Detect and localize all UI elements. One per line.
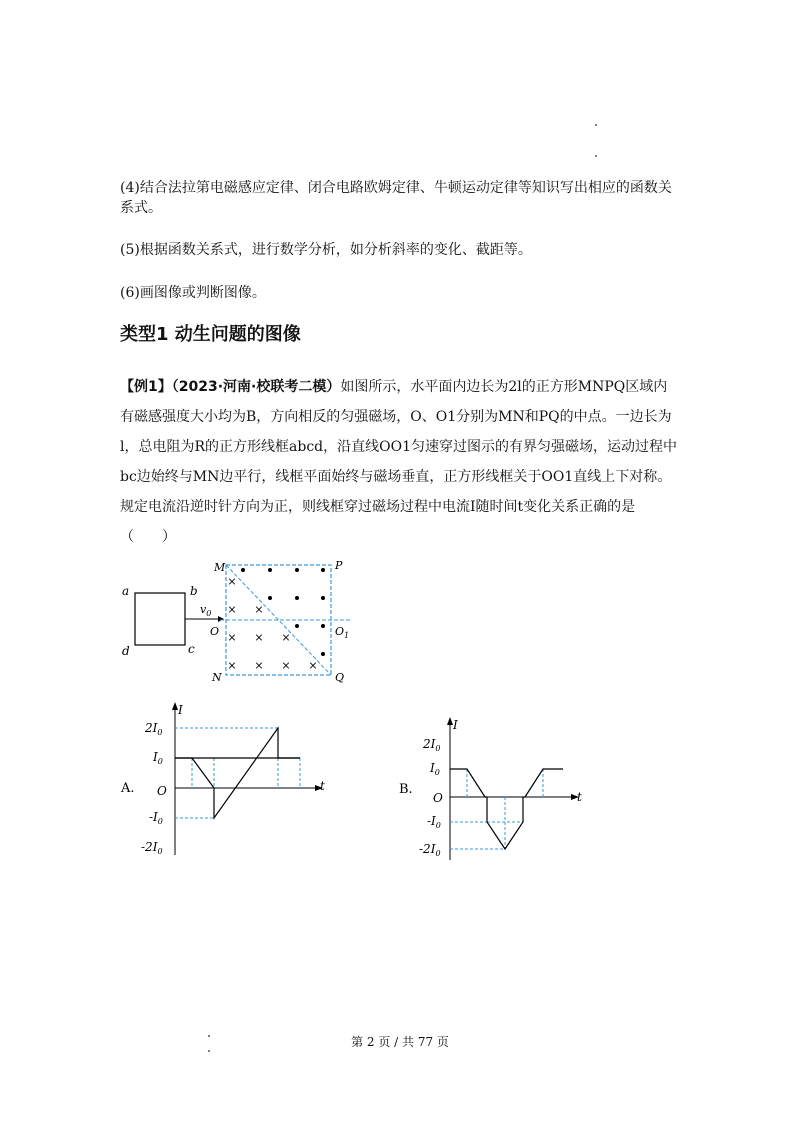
example-tag: 【例1】: [120, 379, 172, 395]
origin-label: O: [157, 784, 167, 798]
field-into-page: [227, 575, 317, 672]
label-O1: $O_1$: [335, 625, 350, 640]
label-v0: $v_0$: [200, 603, 212, 618]
svg-text:×: ×: [227, 603, 237, 616]
svg-text:×: ×: [281, 631, 291, 644]
graph-A-curve: [175, 728, 300, 818]
label-b: b: [190, 584, 198, 598]
label-Q: Q: [335, 671, 345, 684]
square-loop: [135, 593, 185, 645]
svg-text:×: ×: [254, 603, 264, 616]
label-N: N: [212, 671, 222, 684]
svg-text:×: ×: [254, 631, 264, 644]
decorative-dot: [208, 1050, 210, 1052]
example-source: （2023·河南·校联考二模）: [171, 379, 341, 395]
example-question: [120, 372, 680, 552]
tick-neg-I0: $-I_0$: [149, 810, 163, 826]
label-P: P: [335, 559, 343, 572]
example-body: 如图所示，水平面内边长为2l的正方形MNPQ区域内有磁感强度大小均为B，方向相反的匀强磁场，O、O1分别为MN和PQ的中点。一边长为l，总电阻为R的正方形线框abcd，沿直线OO1匀速穿过图示的有界匀强磁场，运动过程中bc边始终与MN边平行，线框平面始终与磁场垂直，正方形线框关于OO1直线上下对称。规定电流沿逆时针方向为正，则线框穿过磁场过程中电流I随时间t变化关系正确的是: [120, 379, 677, 515]
label-M: M: [214, 561, 226, 574]
axis-label-t: t: [577, 790, 582, 804]
axis-label-I: I: [178, 703, 183, 717]
label-a: a: [122, 584, 130, 598]
tick-neg-2I0: $-2I_0$: [419, 842, 441, 858]
paragraph-step-6: (6)画图像或判断图像。: [120, 285, 266, 301]
paragraph-step-5: (5)根据函数关系式，进行数学分析，如分析斜率的变化、截距等。: [120, 242, 532, 258]
axis-label-I: I: [453, 718, 458, 732]
axis-label-t: t: [320, 779, 325, 793]
graph-option-B: [395, 715, 605, 865]
graph-option-A: [115, 700, 345, 860]
paragraph-step-4: (4)结合法拉第电磁感应定律、闭合电路欧姆定律、牛顿运动定律等知识写出相应的函数关系式。: [120, 180, 672, 216]
graph-A-guides: [175, 728, 300, 818]
svg-text:×: ×: [227, 575, 237, 588]
tick-I0: $I_0$: [430, 761, 440, 777]
option-A-label: A.: [121, 781, 135, 796]
svg-text:×: ×: [281, 659, 291, 672]
tick-neg-2I0: $-2I_0$: [141, 840, 163, 856]
label-O: O: [210, 625, 220, 638]
svg-text:×: ×: [254, 659, 264, 672]
svg-text:×: ×: [227, 631, 237, 644]
section-heading: 类型1 动生问题的图像: [120, 324, 301, 345]
tick-neg-I0: $-I_0$: [427, 814, 441, 830]
option-B-label: B.: [399, 782, 413, 797]
tick-I0: $I_0$: [153, 750, 163, 766]
label-d: d: [122, 644, 130, 658]
label-c: c: [188, 642, 195, 656]
tick-2I0: $2I_0$: [423, 737, 441, 753]
decorative-dot: [595, 155, 597, 157]
svg-text:×: ×: [227, 659, 237, 672]
arrow-head-icon: [218, 616, 224, 622]
answer-blank: （ ）: [120, 529, 176, 545]
svg-text:×: ×: [308, 659, 318, 672]
tick-2I0: $2I_0$: [145, 721, 163, 737]
decorative-dot: [595, 124, 597, 126]
origin-label: O: [433, 791, 443, 805]
page-footer: 第 2 页 / 共 77 页: [351, 1035, 449, 1049]
field-figure: [110, 555, 370, 690]
